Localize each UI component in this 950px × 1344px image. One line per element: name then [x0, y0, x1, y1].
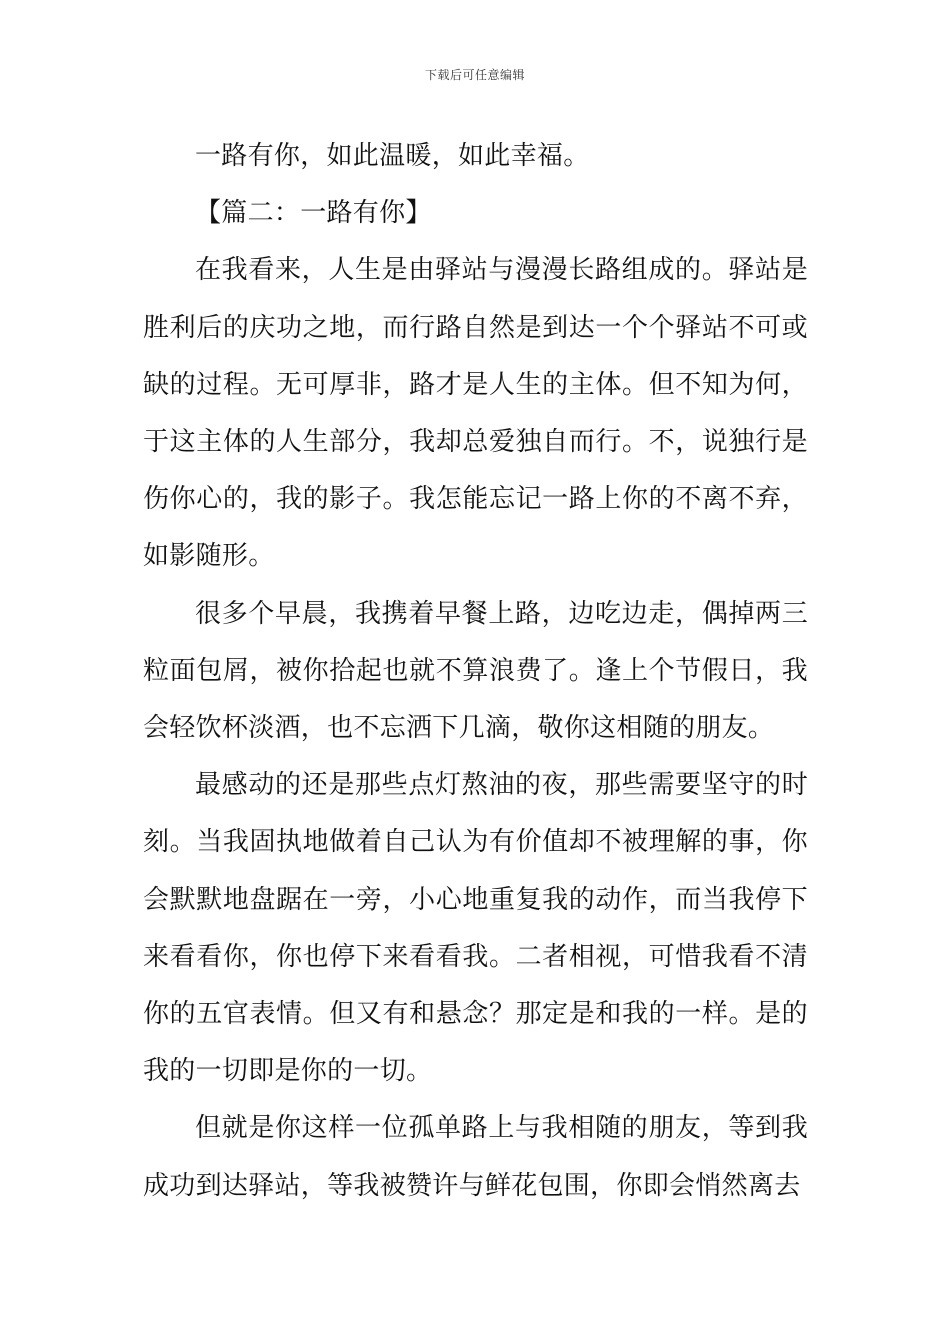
paragraph: 很多个早晨，我携着早餐上路，边吃边走，偶掉两三粒面包屑，被你拾起也就不算浪费了。逢上个节假日，我会轻饮杯淡酒，也不忘洒下几滴，敬你这相随的朋友。 — [143, 598, 808, 744]
section-heading: 【篇二：一路有你】 — [195, 198, 432, 229]
paragraph: 一路有你，如此温暖，如此幸福。 — [195, 141, 590, 171]
paragraph: 最感动的还是那些点灯熬油的夜，那些需要坚守的时刻。当我固执地做着自己认为有价值却不被理解的事，你会默默地盘踞在一旁，小心地重复我的动作，而当我停下来看看你，你也停下来看看我。二者相视，可惜我看不清你的五官表情。但又有和悬念？那定是和我的一样。是的我的一切即是你的一切。 — [143, 770, 808, 1087]
page-header: 下载后可任意编辑 — [424, 68, 525, 82]
paragraph: 在我看来，人生是由驿站与漫漫长路组成的。驿站是胜利后的庆功之地，而行路自然是到达一个个驿站不可或缺的过程。无可厚非，路才是人生的主体。但不知为何，于这主体的人生部分，我却总爱独自而行。不，说独行是伤你心的，我的影子。我怎能忘记一路上你的不离不弃，如影随形。 — [143, 255, 808, 572]
document-body — [143, 128, 808, 1215]
paragraph: 但就是你这样一位孤单路上与我相随的朋友，等到我成功到达驿站，等我被赞许与鲜花包围，你即会悄然离去 — [143, 1113, 808, 1201]
